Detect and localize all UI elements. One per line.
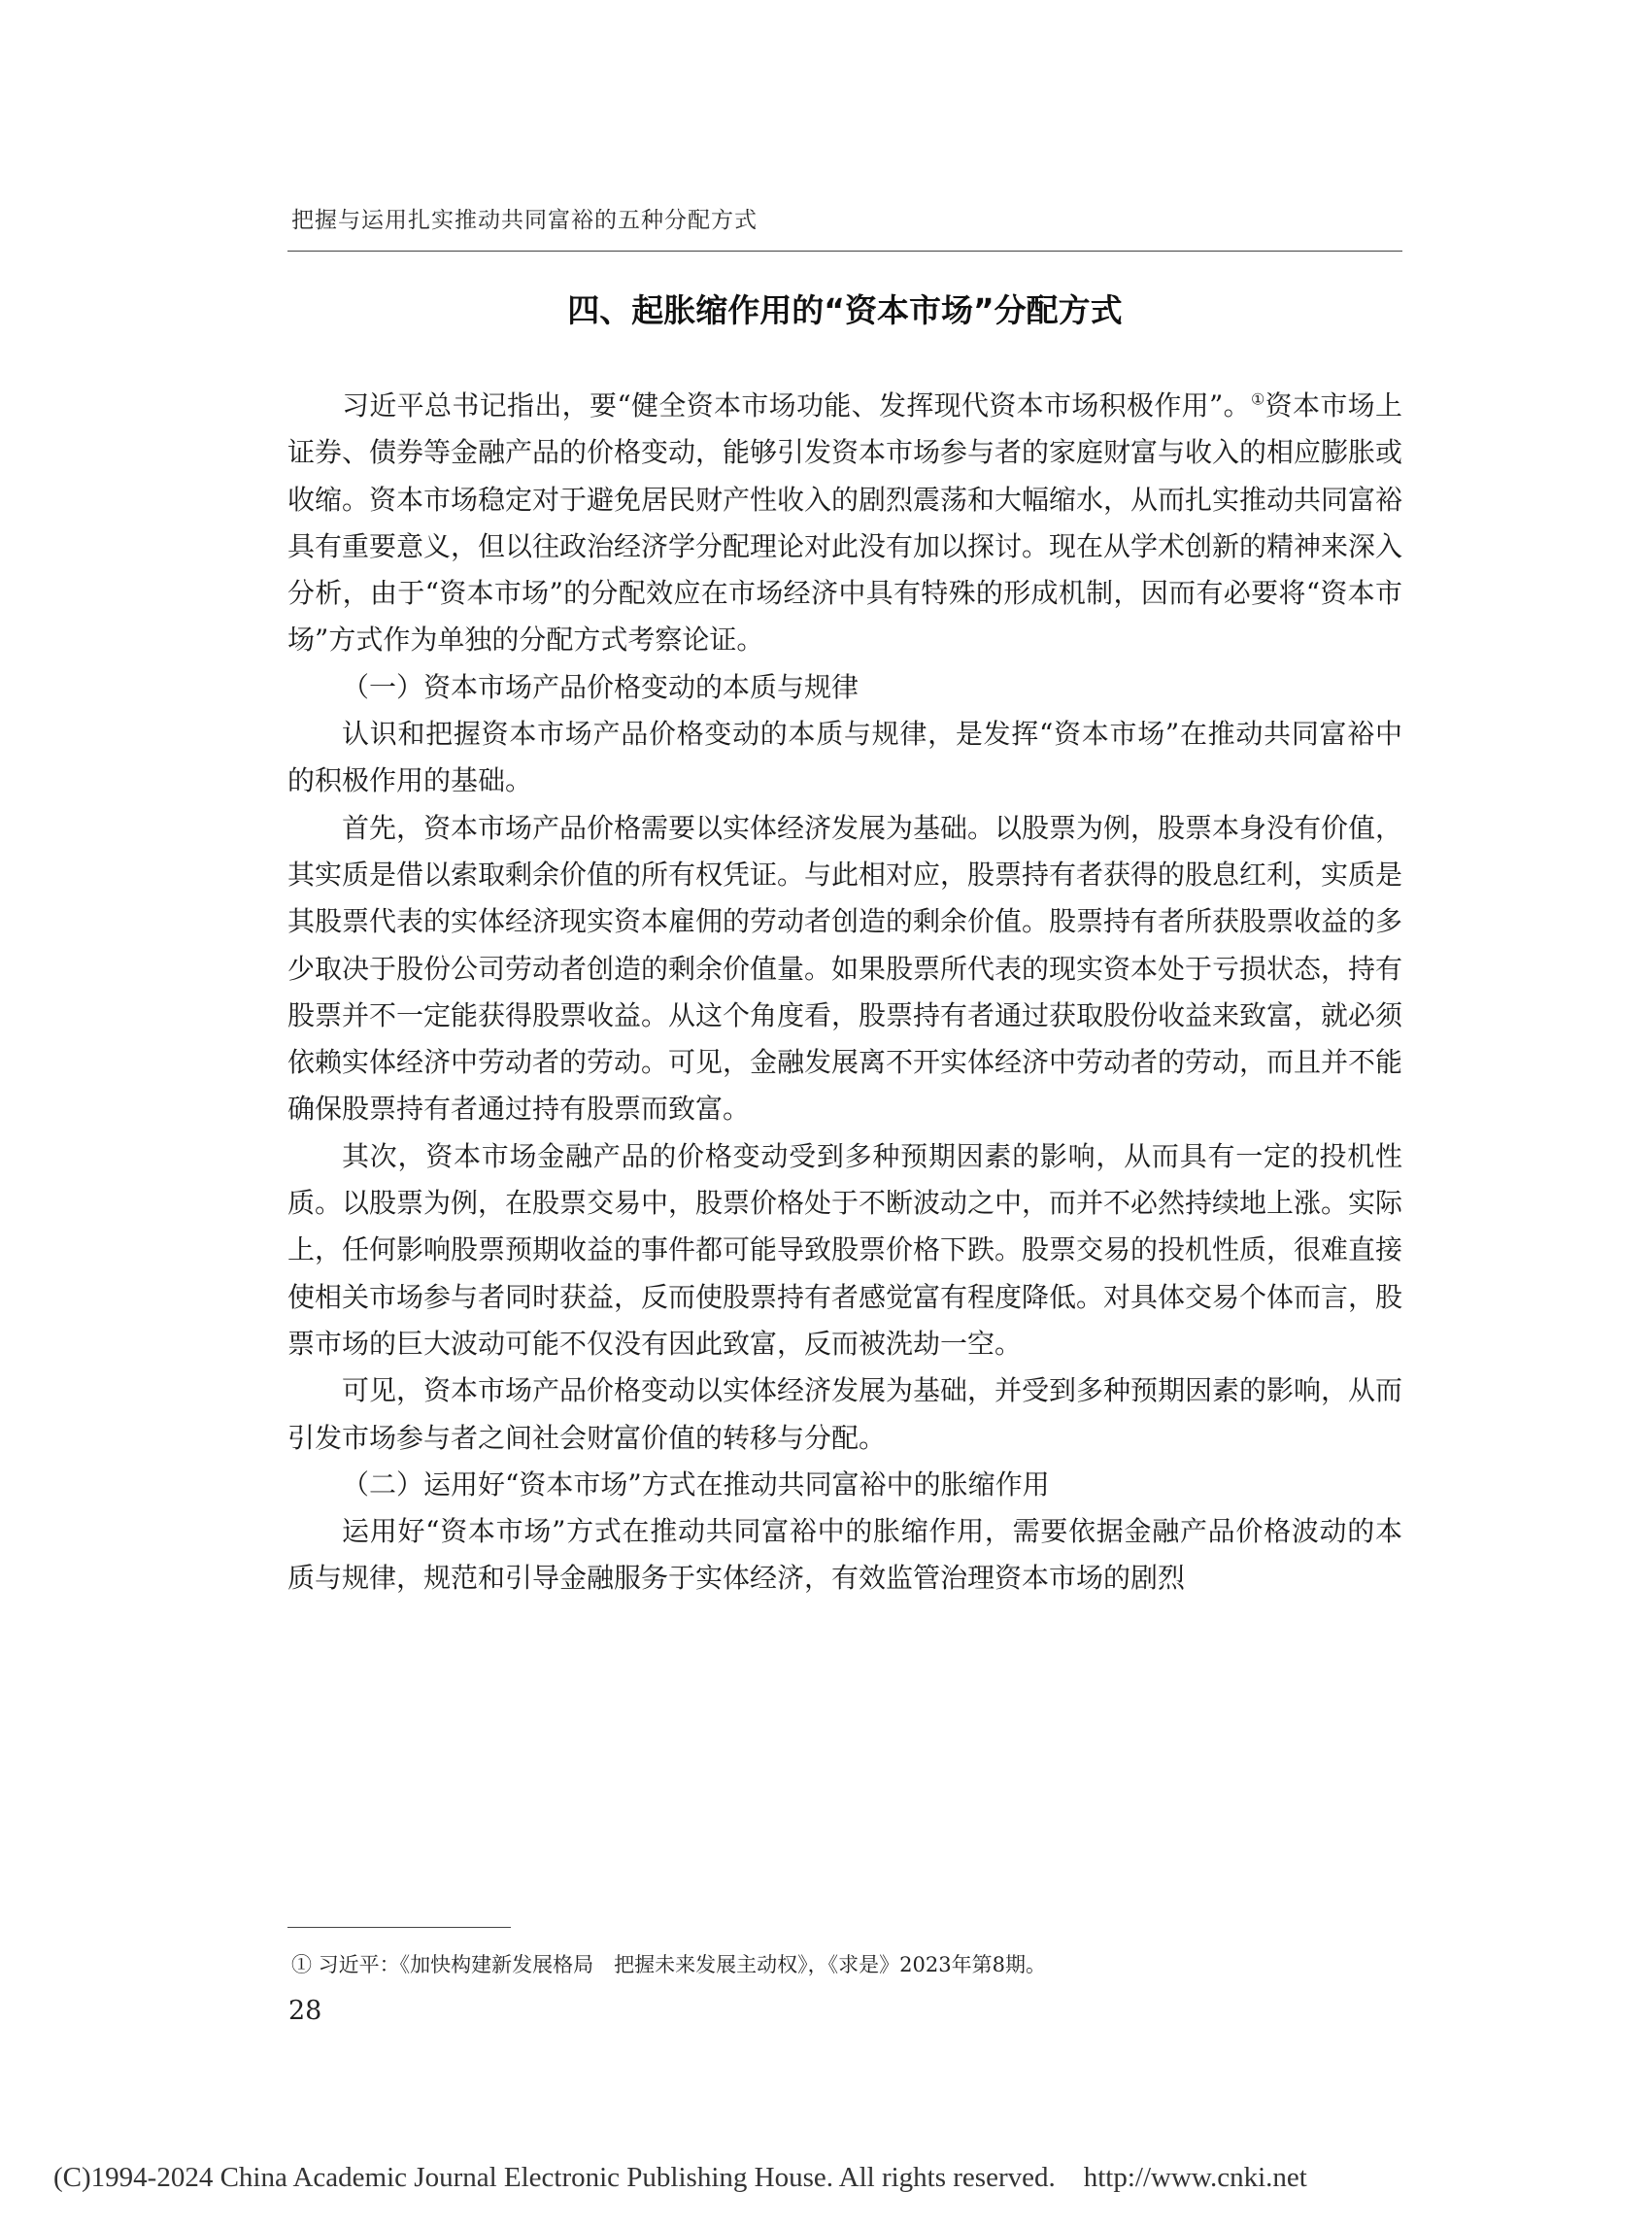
header-rule	[287, 251, 1402, 252]
paragraph: 可见，资本市场产品价格变动以实体经济发展为基础，并受到多种预期因素的影响，从而引发市场参与者之间社会财富价值的转移与分配。	[287, 1374, 1403, 1454]
subsection-heading: （二）运用好“资本市场”方式在推动共同富裕中的胀缩作用	[342, 1467, 1050, 1501]
paragraph-lead: 习近平总书记指出，要“健全资本市场功能、发挥现代资本市场积极作用”。	[342, 389, 1251, 422]
paragraph: 运用好“资本市场”方式在推动共同富裕中的胀缩作用，需要依据金融产品价格波动的本质与规律，规范和引导金融服务于实体经济，有效监管治理资本市场的剧烈	[287, 1515, 1402, 1595]
body-text	[287, 383, 1402, 1602]
paragraph	[287, 383, 1402, 664]
footnote-rule	[287, 1927, 511, 1928]
paragraph: 认识和把握资本市场产品价格变动的本质与规律，是发挥“资本市场”在推动共同富裕中的积极作用的基础。	[287, 718, 1402, 797]
footnote-mark: ①	[1250, 389, 1265, 409]
paragraph-text: 资本市场上证券、债券等金融产品的价格变动，能够引发资本市场参与者的家庭财富与收入的相应膨胀或收缩。资本市场稳定对于避免居民财产性收入的剧烈震荡和大幅缩水，从而扎实推动共同富裕具有重要意义，但以往政治经济学分配理论对此没有加以探讨。现在从学术创新的精神来深入分析，由于“资本市场”的分配效应在市场经济中具有特殊的形成机制，因而有必要将“资本市场”方式作为单独的分配方式考察论证。	[287, 389, 1403, 657]
footnote: ① 习近平：《加快构建新发展格局 把握未来发展主动权》，《求是》2023年第8期。	[291, 1953, 1046, 1976]
section-title: 四、起胀缩作用的“资本市场”分配方式	[567, 291, 1123, 329]
paragraph: 其次，资本市场金融产品的价格变动受到多种预期因素的影响，从而具有一定的投机性质。以股票为例，在股票交易中，股票价格处于不断波动之中，而并不必然持续地上涨。实际上，任何影响股票预期收益的事件都可能导致股票价格下跌。股票交易的投机性质，很难直接使相关市场参与者同时获益，反而使股票持有者感觉富有程度降低。对具体交易个体而言，股票市场的巨大波动可能不仅没有因此致富，反而被洗劫一空。	[287, 1139, 1403, 1360]
paragraph: 首先，资本市场产品价格需要以实体经济发展为基础。以股票为例，股票本身没有价值，其实质是借以索取剩余价值的所有权凭证。与此相对应，股票持有者获得的股息红利，实质是其股票代表的实体经济现实资本雇佣的劳动者创造的剩余价值。股票持有者所获股票收益的多少取决于股份公司劳动者创造的剩余价值量。如果股票所代表的现实资本处于亏损状态，持有股票并不一定能获得股票收益。从这个角度看，股票持有者通过获取股份收益来致富，就必须依赖实体经济中劳动者的劳动。可见，金融发展离不开实体经济中劳动者的劳动，而且并不能确保股票持有者通过持有股票而致富。	[287, 811, 1403, 1126]
copyright-line: (C)1994-2024 China Academic Journal Electronic Publishing House. All rights reserved. http://www.cnki.net	[53, 2162, 1307, 2193]
running-header: 把握与运用扎实推动共同富裕的五种分配方式	[291, 208, 758, 233]
page-number: 28	[288, 1996, 322, 2026]
subsection-heading: （一）资本市场产品价格变动的本质与规律	[342, 670, 860, 703]
